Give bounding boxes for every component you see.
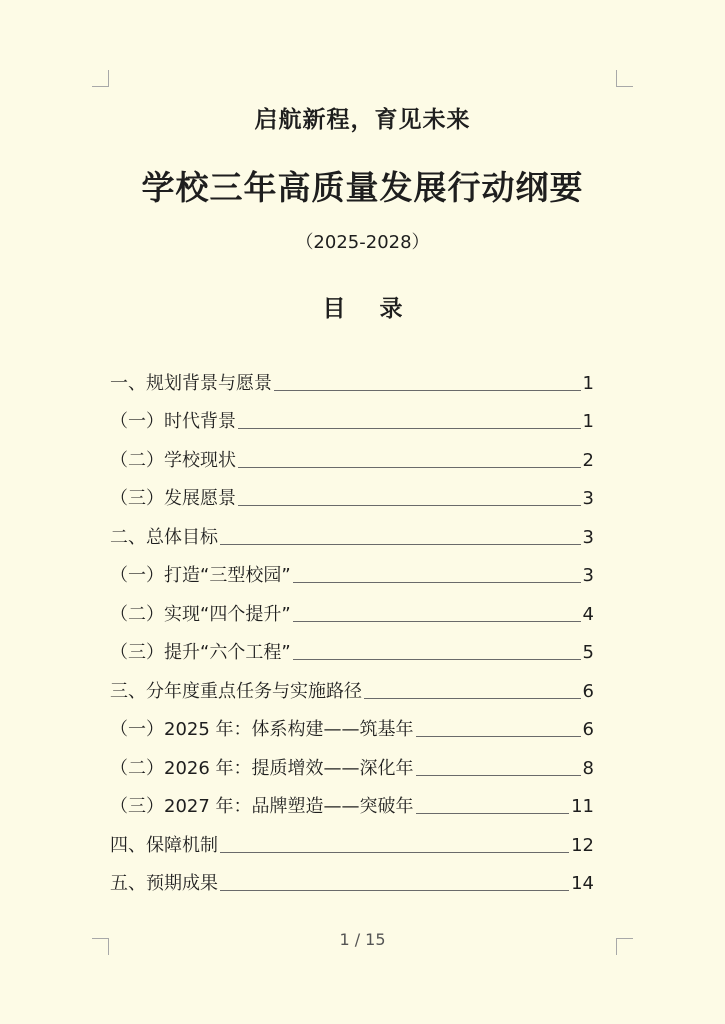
toc-entry-label: （二）实现“四个提升” <box>110 603 291 625</box>
toc-entry-label: 五、预期成果 <box>110 873 218 894</box>
toc-entry-label: 四、保障机制 <box>110 834 218 856</box>
toc-entry[interactable] <box>110 818 594 857</box>
toc-entry-page: 6 <box>582 680 594 702</box>
toc-leader <box>238 467 581 468</box>
toc-heading: 目录 <box>322 296 437 322</box>
toc-entry-page: 12 <box>571 834 594 856</box>
document-subtitle: 启航新程，育见未来 <box>254 107 471 133</box>
toc-entry-label: （三）2027 年：品牌塑造——突破年 <box>110 796 414 817</box>
toc-entry-label: 三、分年度重点任务与实施路径 <box>110 680 362 702</box>
toc-entry[interactable] <box>110 780 594 819</box>
toc-leader <box>293 582 581 583</box>
toc-entry-label: （一）时代背景 <box>110 411 236 432</box>
toc-leader <box>293 621 581 622</box>
crop-mark-top-right <box>616 70 633 87</box>
toc-leader <box>220 852 569 853</box>
toc-leader <box>274 390 581 391</box>
table-of-contents <box>110 356 594 895</box>
toc-entry-page: 5 <box>582 642 594 663</box>
toc-entry-label: （二）2026 年：提质增效——深化年 <box>110 757 414 779</box>
toc-leader <box>238 505 581 506</box>
toc-entry[interactable] <box>110 549 594 588</box>
toc-leader <box>416 813 570 814</box>
crop-mark-top-left <box>92 70 109 87</box>
toc-entry[interactable] <box>110 741 594 780</box>
toc-entry[interactable] <box>110 857 594 896</box>
toc-entry[interactable] <box>110 664 594 703</box>
toc-entry[interactable] <box>110 510 594 549</box>
toc-entry-page: 1 <box>582 411 594 432</box>
toc-entry[interactable] <box>110 472 594 511</box>
toc-entry[interactable] <box>110 395 594 434</box>
toc-leader <box>293 659 581 660</box>
toc-entry[interactable] <box>110 433 594 472</box>
toc-entry-label: 一、规划背景与愿景 <box>110 372 272 394</box>
toc-entry-page: 8 <box>582 757 594 779</box>
toc-entry[interactable] <box>110 626 594 665</box>
toc-entry-page: 2 <box>582 449 594 471</box>
toc-entry-page: 1 <box>582 372 594 394</box>
toc-entry-page: 3 <box>582 526 594 548</box>
toc-entry-label: 二、总体目标 <box>110 526 218 548</box>
toc-entry-page: 14 <box>571 873 594 894</box>
toc-entry[interactable] <box>110 703 594 742</box>
toc-leader <box>416 775 581 776</box>
toc-entry[interactable] <box>110 587 594 626</box>
toc-entry-page: 3 <box>582 488 594 509</box>
toc-entry[interactable] <box>110 356 594 395</box>
toc-leader <box>416 736 581 737</box>
toc-entry-label: （三）发展愿景 <box>110 488 236 509</box>
toc-entry-label: （三）提升“六个工程” <box>110 642 291 663</box>
toc-leader <box>238 428 581 429</box>
toc-entry-label: （一）2025 年：体系构建——筑基年 <box>110 719 414 740</box>
toc-entry-page: 6 <box>582 719 594 740</box>
toc-entry-label: （一）打造“三型校园” <box>110 565 291 586</box>
document-years: （2025-2028） <box>295 232 430 253</box>
toc-leader <box>220 890 569 891</box>
document-title: 学校三年高质量发展行动纲要 <box>141 168 584 207</box>
page-indicator: 1 / 15 <box>339 930 386 949</box>
toc-entry-page: 4 <box>582 603 594 625</box>
toc-leader <box>364 698 581 699</box>
toc-leader <box>220 544 581 545</box>
toc-entry-label: （二）学校现状 <box>110 449 236 471</box>
toc-entry-page: 3 <box>582 565 594 586</box>
toc-entry-page: 11 <box>571 796 594 817</box>
